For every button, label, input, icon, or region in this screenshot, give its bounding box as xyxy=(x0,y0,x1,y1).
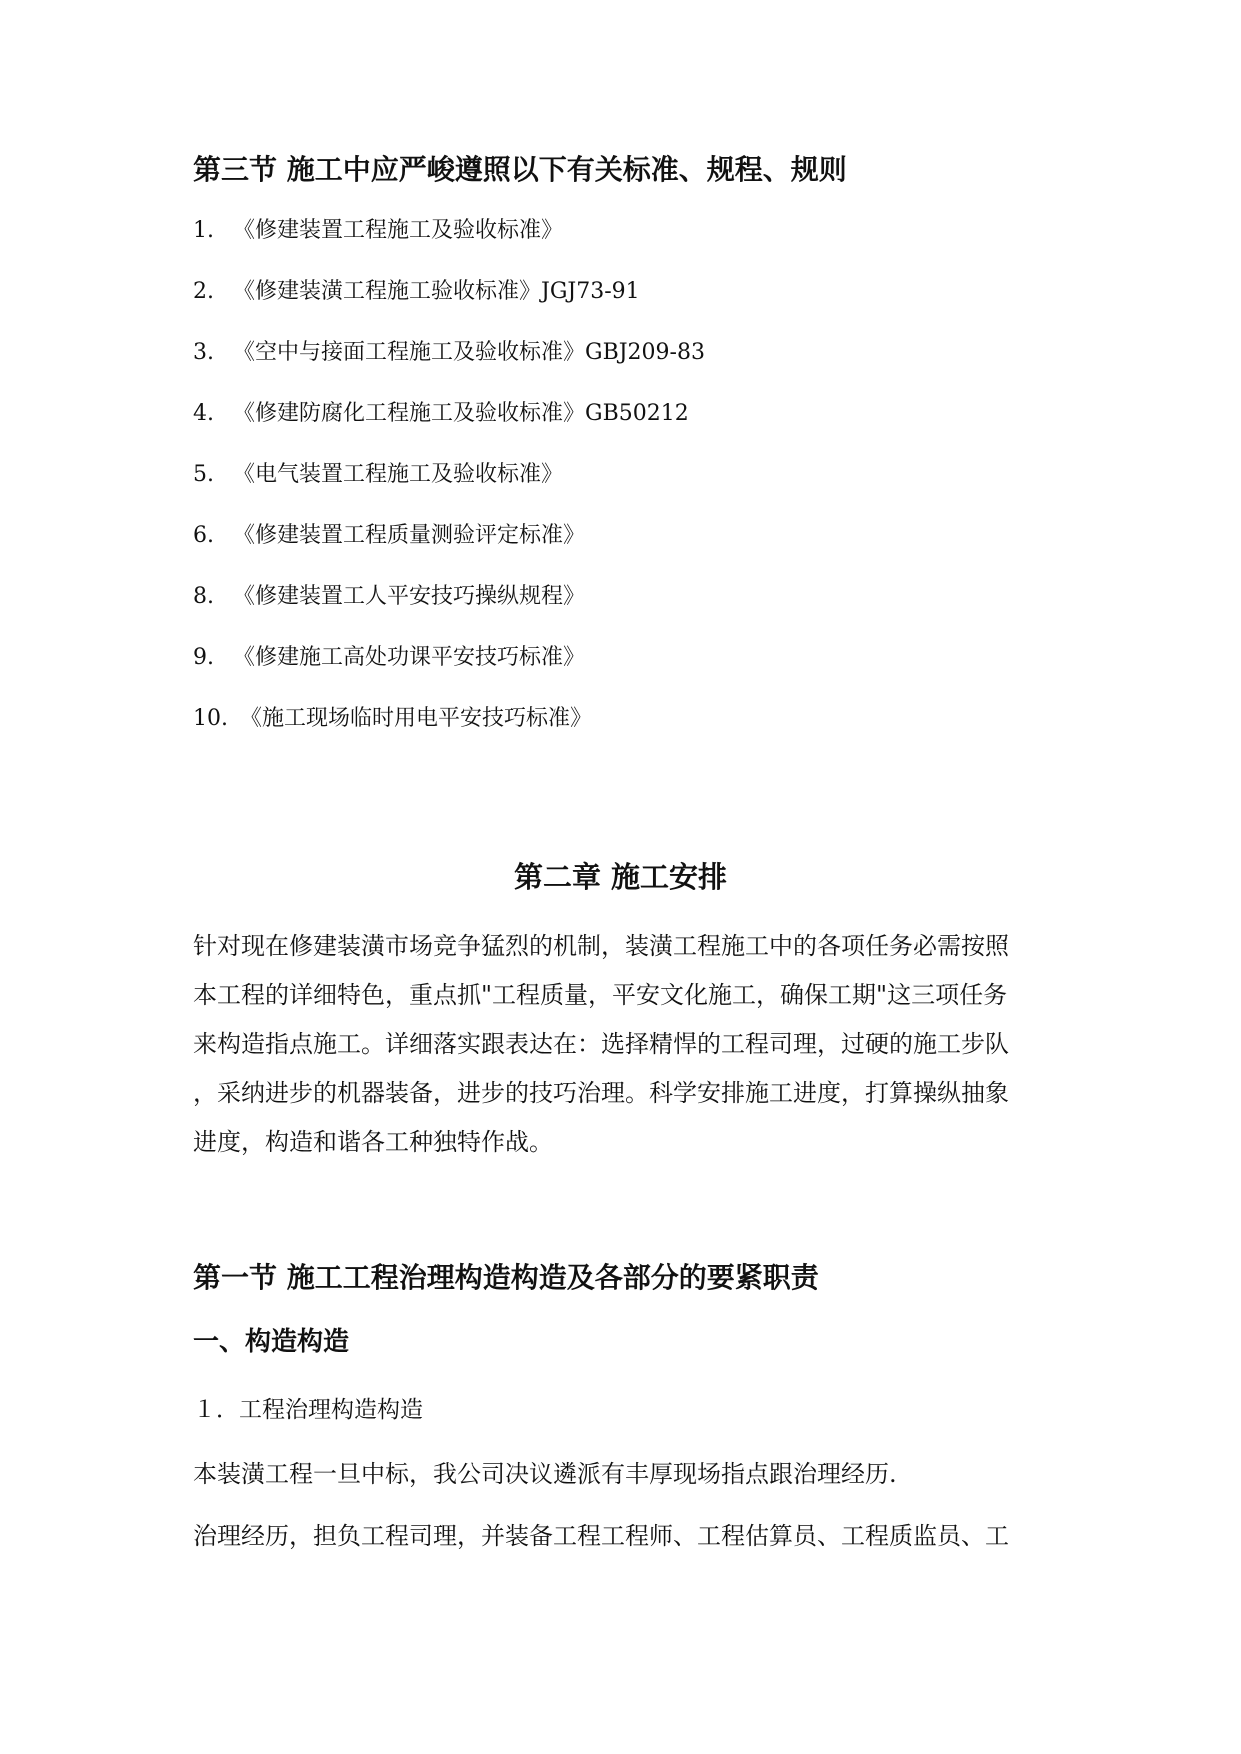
section-1-heading: 第一节 施工工程治理构造构造及各部分的要紧职责 xyxy=(193,1261,819,1294)
paragraph-line: 来构造指点施工。详细落实跟表达在：选择精悍的工程司理，过硬的施工步队 xyxy=(193,1030,1009,1058)
paragraph-line: 针对现在修建装潢市场竞争猛烈的机制，装潢工程施工中的各项任务必需按照 xyxy=(193,932,1009,960)
body-line: 本装潢工程一旦中标，我公司决议遴派有丰厚现场指点跟治理经历. xyxy=(193,1460,897,1488)
subsection-heading: 一、构造构造 xyxy=(193,1327,350,1357)
standard-item-10: 10. 《施工现场临时用电平安技巧标准》 xyxy=(193,706,592,731)
item-label: １．工程治理构造构造 xyxy=(193,1397,423,1423)
section-3-heading: 第三节 施工中应严峻遵照以下有关标准、规程、规则 xyxy=(193,153,847,186)
paragraph-line: 本工程的详细特色，重点抓"工程质量，平安文化施工，确保工期"这三项任务 xyxy=(193,981,1008,1009)
standard-item-8: 8. 《修建装置工人平安技巧操纵规程》 xyxy=(193,584,586,609)
standard-item-3: 3. 《空中与接面工程施工及验收标准》GBJ209-83 xyxy=(193,340,705,365)
body-line: 治理经历，担负工程司理，并装备工程工程师、工程估算员、工程质监员、工 xyxy=(193,1522,1009,1550)
paragraph-line: 进度，构造和谐各工种独特作战。 xyxy=(193,1128,553,1156)
standard-item-1: 1. 《修建装置工程施工及验收标准》 xyxy=(193,218,564,243)
standard-item-9: 9. 《修建施工高处功课平安技巧标准》 xyxy=(193,645,586,670)
standard-item-2: 2. 《修建装潢工程施工验收标准》JGJ73-91 xyxy=(193,279,640,304)
chapter-2-heading: 第二章 施工安排 xyxy=(513,860,728,894)
paragraph-line: ，采纳进步的机器装备，进步的技巧治理。科学安排施工进度，打算操纵抽象 xyxy=(193,1079,1009,1107)
standard-item-5: 5. 《电气装置工程施工及验收标准》 xyxy=(193,462,564,487)
standard-item-4: 4. 《修建防腐化工程施工及验收标准》GB50212 xyxy=(193,401,689,426)
standard-item-6: 6. 《修建装置工程质量测验评定标准》 xyxy=(193,523,586,548)
